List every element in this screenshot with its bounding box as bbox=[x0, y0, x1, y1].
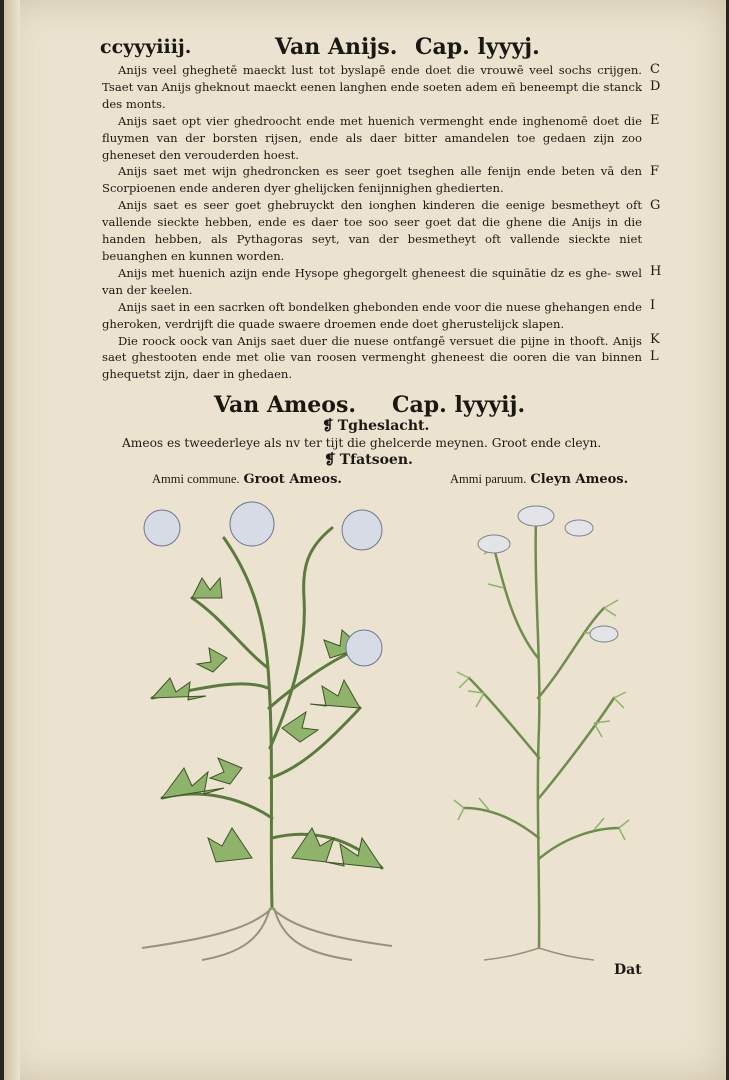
figure-caption-1 bbox=[152, 472, 342, 487]
subheading-kind bbox=[322, 418, 429, 434]
paragraph: Die roock oock van Anijs saet duer die nuese ontfangē versuet die pijne in thooft. Anijs saet ghestooten ende met olie van roosen vermenght gheneest die ooren die van binnen ghequetst zijn, daer in ghedaen. bbox=[102, 333, 642, 382]
section-chapter: Cap. lyyyij. bbox=[392, 392, 526, 418]
subheading-text: Tgheslacht. bbox=[337, 418, 430, 434]
subheading-form bbox=[324, 452, 413, 468]
section-note: Ameos es tweederleye als nv ter tijt die ghelcerde meynen. Groot ende cleyn. bbox=[122, 436, 602, 450]
chapter-number: Cap. lyyyj. bbox=[415, 34, 540, 60]
margin-letter: I bbox=[650, 298, 656, 313]
margin-letter: F bbox=[650, 164, 660, 179]
dutch-name: Groot Ameos. bbox=[243, 472, 342, 487]
groot-ameos-illustration bbox=[132, 498, 402, 968]
folio-number: ccyyyiiij. bbox=[100, 36, 192, 58]
paragraph: Anijs saet met wijn ghedroncken es seer goet tseghen alle fenijn ende beten vā den Scorpioenen ende anderen dyer ghelijcken fenijnnighen ghedierten. bbox=[102, 164, 642, 196]
latin-name: Ammi paruum. bbox=[450, 472, 527, 486]
section-heading bbox=[214, 392, 574, 418]
pilcrow-icon: ❡ bbox=[322, 418, 334, 434]
text-body bbox=[102, 62, 642, 383]
paragraph: Anijs veel gheghetē maeckt lust tot byslapē ende doet die vrouwē veel sochs crijgen. Tsaet van Anijs gheknout maeckt eenen langhen ende soeten adem eñ beneempt die stanck des monts. bbox=[102, 63, 642, 111]
subheading-text: Tfatsoen. bbox=[339, 452, 413, 468]
margin-letter: K bbox=[650, 332, 660, 347]
catchword: Dat bbox=[614, 962, 642, 978]
dutch-name: Cleyn Ameos. bbox=[530, 472, 629, 487]
margin-letter: D bbox=[650, 79, 661, 94]
margin-letter: C bbox=[650, 62, 660, 77]
margin-letter: E bbox=[650, 113, 660, 128]
paragraph: Anijs met huenich azijn ende Hysope ghegorgelt gheneest die squinātie dz es ghe- swel van der keelen. bbox=[102, 265, 642, 297]
latin-name: Ammi commune. bbox=[152, 472, 240, 486]
margin-letter: G bbox=[650, 198, 661, 213]
chapter-title: Van Anijs. bbox=[275, 34, 398, 60]
cleyn-ameos-illustration bbox=[444, 498, 634, 968]
running-header bbox=[100, 34, 660, 62]
margin-letter: L bbox=[650, 349, 659, 364]
book-page bbox=[4, 0, 726, 1080]
paragraph: Anijs saet opt vier ghedroocht ende met huenich vermenght ende inghenomē doet die fluymen van der borsten rijsen, ende als daer bitter amandelen toe gedaen zijn zoo gheneset den verouderden hoest. bbox=[102, 113, 642, 162]
paragraph: Anijs saet in een sacrken oft bondelken ghebonden ende voor die nuese ghehangen ende gheroken, verdrijft die quade swaere droemen ende doet gherustelijck slapen. bbox=[102, 299, 642, 331]
paragraph: Anijs saet es seer goet ghebruyckt den ionghen kinderen die eenige besmetheyt oft vallende sieckte hebben, ende es daer toe soo seer goet dat die ghene die Anijs in die handen hebben, als Pythagoras seyt, van der besmetheyt oft vallende sieckte niet beuanghen en kunnen worden. bbox=[102, 198, 642, 263]
section-title: Van Ameos. bbox=[214, 392, 357, 418]
figure-caption-2 bbox=[450, 472, 628, 487]
margin-letter: H bbox=[650, 264, 662, 279]
pilcrow-icon: ❡ bbox=[324, 452, 336, 468]
page-gutter-shadow bbox=[4, 0, 20, 1080]
